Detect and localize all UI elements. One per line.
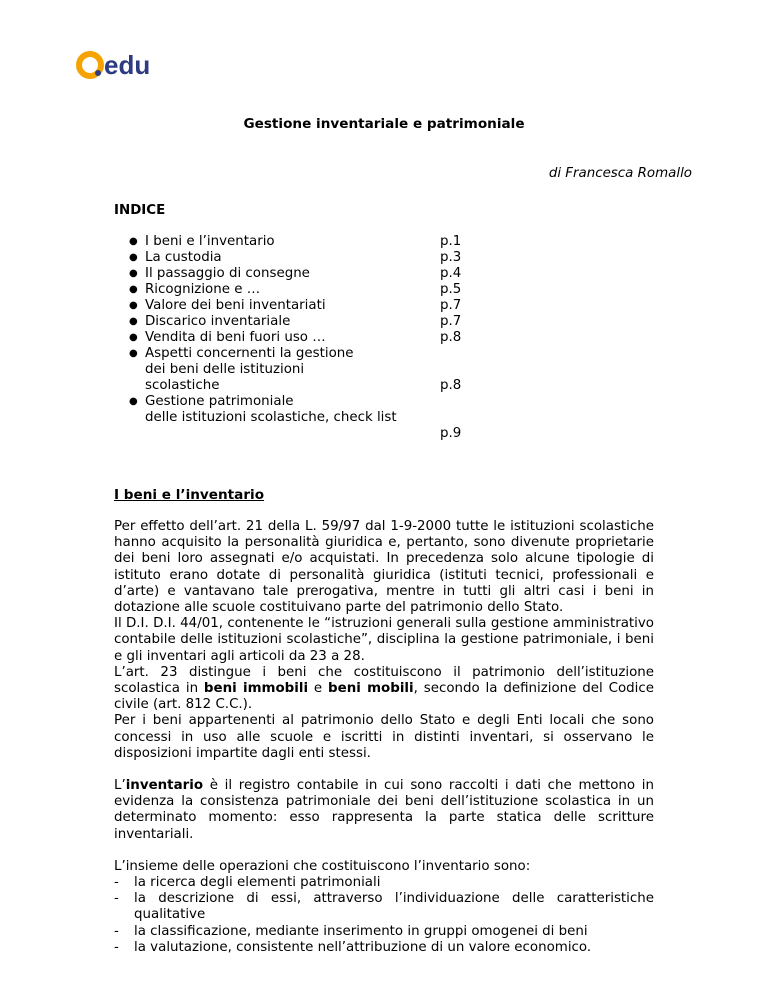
toc-page: p.9 xyxy=(440,426,462,441)
section-heading: I beni e l’inventario xyxy=(114,487,265,503)
toc-label-line: scolastiche xyxy=(145,378,220,393)
bold-term: beni immobili xyxy=(203,681,309,697)
document-title: Gestione inventariale e patrimoniale xyxy=(243,116,525,132)
toc-label-line: Aspetti concernenti la gestione xyxy=(145,346,354,361)
toc-page: p.5 xyxy=(440,282,462,297)
bullet-icon: ● xyxy=(129,332,138,343)
toc-item xyxy=(114,314,514,330)
toc-label-line: dei beni delle istituzioni xyxy=(145,362,305,377)
list-item: - la classificazione, mediante inserimento in gruppi omogenei di beni xyxy=(114,923,588,939)
toc-label-line: Gestione patrimoniale xyxy=(145,394,294,409)
paragraph: Il D.I. D.I. 44/01, contenente le “istruzioni generali sulla gestione amministrativo contabile delle istituzioni scolastiche”, disciplina la gestione patrimoniale, i beni e gli inventari agli articoli da 23 a 28. xyxy=(114,616,654,664)
toc-item xyxy=(114,234,514,250)
bullet-icon: ● xyxy=(129,300,138,311)
bullet-icon: ● xyxy=(129,348,138,359)
toc-page: p.7 xyxy=(440,314,462,329)
toc-page: p.1 xyxy=(440,234,462,249)
toc-item xyxy=(114,266,514,282)
toc-label: Il passaggio di consegne xyxy=(145,266,310,281)
toc-label: Vendita di beni fuori uso … xyxy=(145,330,326,345)
list-item: - la valutazione, consistente nell’attribuzione di un valore economico. xyxy=(114,939,592,955)
toc-item xyxy=(114,250,514,266)
toc-item xyxy=(114,330,514,346)
toc-item xyxy=(114,394,514,442)
toc-item xyxy=(114,298,514,314)
toc-label: La custodia xyxy=(145,250,222,265)
bullet-icon: ● xyxy=(129,284,138,295)
toc-label-line: delle istituzioni scolastiche, check list xyxy=(145,410,397,425)
edu-logo-mark xyxy=(76,44,166,82)
operations-list xyxy=(114,875,654,956)
toc-item xyxy=(114,282,514,298)
paragraph: Per i beni appartenenti al patrimonio dello Stato e degli Enti locali che sono concessi in uso alle scuole e iscritti in distinti inventari, si osservano le disposizioni impartite dagli enti stessi. xyxy=(114,713,654,761)
toc-page: p.8 xyxy=(440,378,462,393)
edu-logo xyxy=(76,44,166,82)
toc-page: p.4 xyxy=(440,266,462,281)
list-item: - la descrizione di essi, attraverso l’individuazione delle caratteristiche qualitative xyxy=(114,891,654,923)
toc-item xyxy=(114,346,514,394)
paragraph: L’inventario è il registro contabile in cui sono raccolti i dati che mettono in evidenza la consistenza patrimoniale dei beni dell’istituzione scolastica in un determinato momento: esso rappresenta la parte statica delle scritture inventariali. xyxy=(114,778,654,842)
bullet-icon: ● xyxy=(129,268,138,279)
toc-page: p.7 xyxy=(440,298,462,313)
bullet-icon: ● xyxy=(129,236,138,247)
paragraph: Per effetto dell’art. 21 della L. 59/97 dal 1-9-2000 tutte le istituzioni scolastiche hanno acquisito la personalità giuridica e, pertanto, sono divenute proprietarie dei beni loro assegnati e/o acquistati. In precedenza solo alcune tipologie di istituto erano dotate di personalità giuridica (istituti tecnici, professionali e d’arte) e vantavano tale prerogativa, mentre in tutti gli altri casi i beni in dotazione alle scuole costituivano parte del patrimonio dello Stato. xyxy=(114,519,654,616)
bullet-icon: ● xyxy=(129,316,138,327)
paragraph: L’art. 23 distingue i beni che costituiscono il patrimonio dell’istituzione scolastica in beni immobili e beni mobili, secondo la definizione del Codice civile (art. 812 C.C.). xyxy=(114,664,654,713)
toc-page: p.3 xyxy=(440,250,462,265)
author-line: di Francesca Romallo xyxy=(548,166,692,181)
bold-term: inventario xyxy=(125,778,204,794)
section-body xyxy=(114,519,654,956)
bullet-icon: ● xyxy=(129,252,138,263)
toc-label: Discarico inventariale xyxy=(145,314,291,329)
toc-label: Valore dei beni inventariati xyxy=(145,298,326,313)
bullet-icon: ● xyxy=(129,396,138,407)
bold-term: beni mobili xyxy=(328,681,414,697)
toc-page: p.8 xyxy=(440,330,462,345)
list-item: - la ricerca degli elementi patrimoniali xyxy=(114,875,381,891)
paragraph: L’insieme delle operazioni che costituiscono l’inventario sono: xyxy=(114,858,531,874)
toc-label: I beni e l’inventario xyxy=(145,234,275,249)
logo-text: edu xyxy=(104,50,151,80)
table-of-contents xyxy=(114,234,514,442)
index-heading: INDICE xyxy=(114,203,166,218)
toc-label: Ricognizione e … xyxy=(145,282,261,297)
